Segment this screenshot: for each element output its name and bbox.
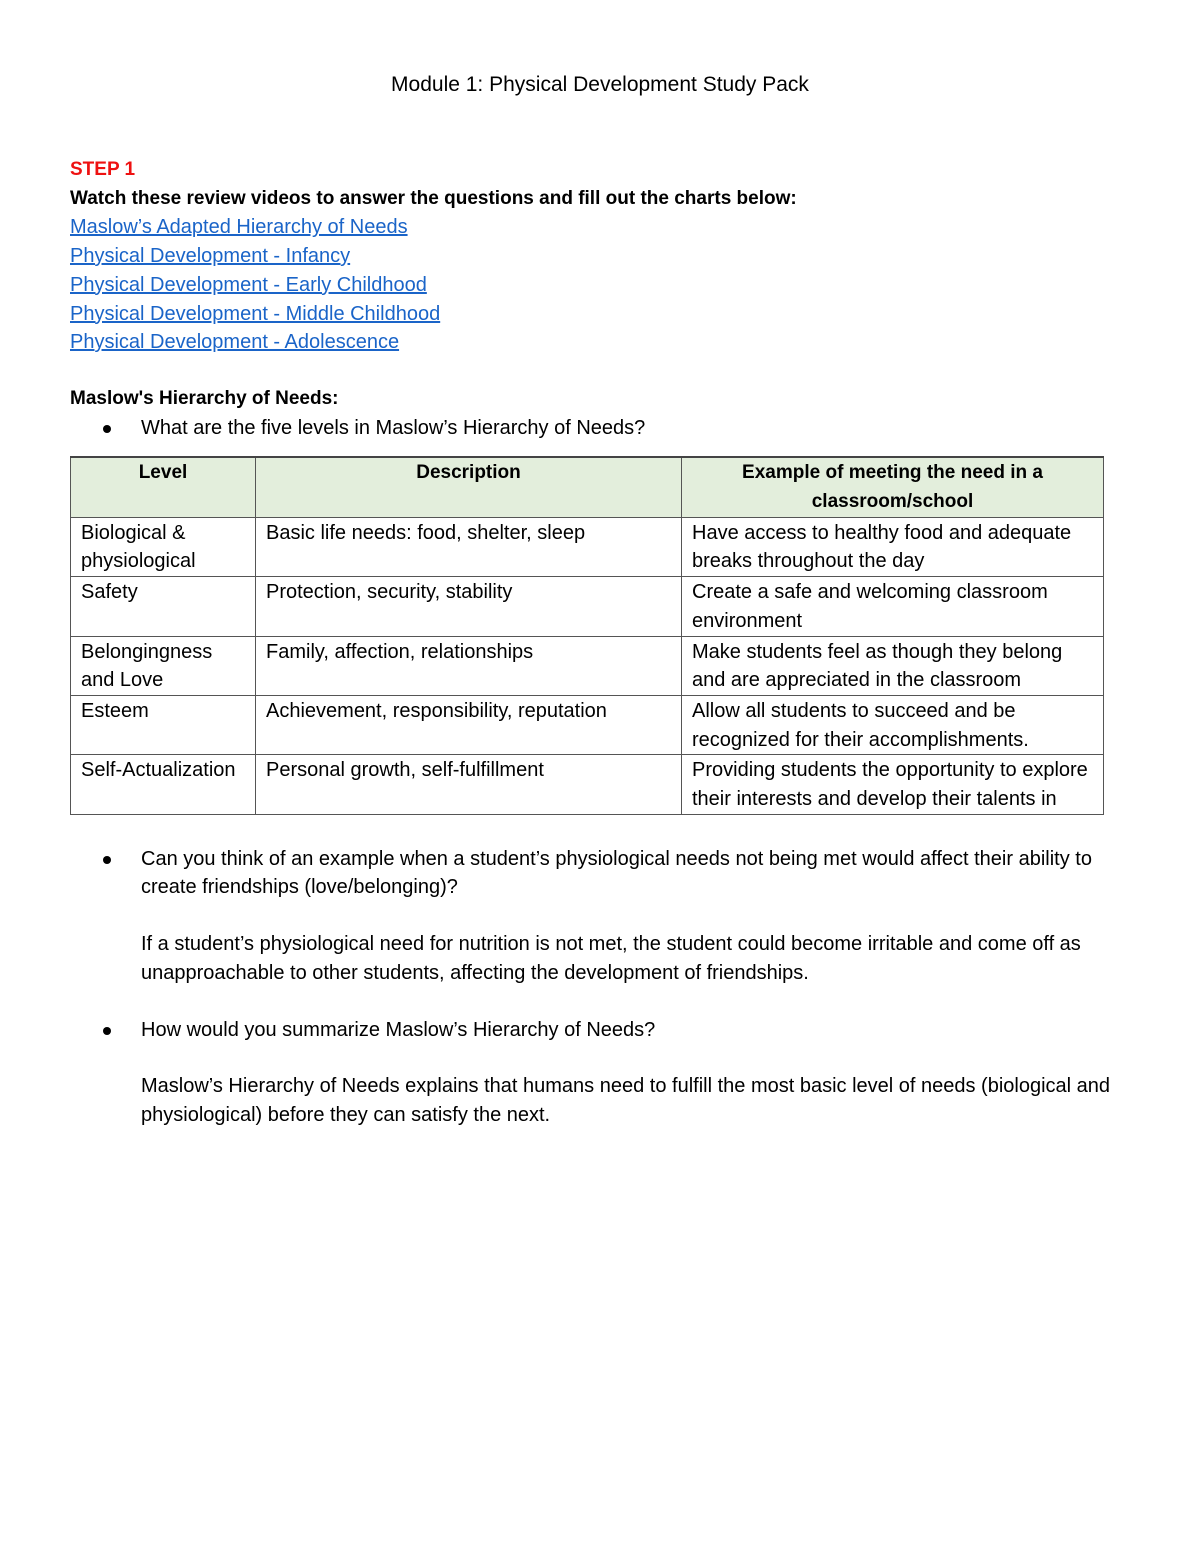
needs-table	[70, 456, 1104, 814]
table-header-row	[71, 457, 1104, 517]
document-body	[70, 156, 1130, 1130]
question-list-item	[70, 845, 1130, 902]
cell-level: Esteem	[71, 695, 256, 754]
cell-level: Biological & physiological	[71, 517, 256, 576]
cell-description: Protection, security, stability	[256, 577, 682, 636]
step-label: STEP 1	[70, 159, 136, 180]
cell-level: Safety	[71, 577, 256, 636]
spacer	[70, 988, 1130, 1016]
link-maslow-hierarchy[interactable]: Maslow’s Adapted Hierarchy of Needs	[70, 216, 408, 239]
answer-text: If a student’s physiological need for nutrition is not met, the student could become irritable and come off as unapproachable to other students, affecting the development of friendships.	[141, 933, 1081, 984]
link-infancy[interactable]: Physical Development - Infancy	[70, 245, 351, 268]
table-row	[71, 517, 1104, 576]
question-text: What are the five levels in Maslow’s Hierarchy of Needs?	[141, 416, 646, 439]
link-adolescence[interactable]: Physical Development - Adolescence	[70, 331, 400, 354]
cell-description: Achievement, responsibility, reputation	[256, 695, 682, 754]
bullet-icon	[103, 425, 111, 433]
link-early-childhood[interactable]: Physical Development - Early Childhood	[70, 273, 427, 296]
answer-text: Maslow’s Hierarchy of Needs explains that humans need to fulfill the most basic level of needs (biological and physiological) before they can satisfy the next.	[141, 1075, 1111, 1126]
page-title: Module 1: Physical Development Study Pack	[391, 73, 809, 96]
section-heading: Maslow's Hierarchy of Needs:	[70, 387, 339, 409]
question-text: Can you think of an example when a student’s physiological needs not being met would affect their ability to create friendships (love/belonging)?	[141, 847, 1092, 899]
bullet-icon	[103, 1027, 111, 1035]
header-description: Description	[256, 457, 682, 517]
header-example: Example of meeting the need in a classroom/school	[682, 457, 1104, 517]
cell-example: Allow all students to succeed and be recognized for their accomplishments.	[682, 695, 1104, 754]
cell-level: Belongingness and Love	[71, 636, 256, 695]
cell-example: Create a safe and welcoming classroom environment	[682, 577, 1104, 636]
table-row	[71, 636, 1104, 695]
link-middle-childhood[interactable]: Physical Development - Middle Childhood	[70, 302, 441, 325]
cell-description: Basic life needs: food, shelter, sleep	[256, 517, 682, 576]
cell-description: Personal growth, self-fulfillment	[256, 755, 682, 814]
instructions-text: Watch these review videos to answer the questions and fill out the charts below:	[70, 187, 797, 209]
table-row	[71, 577, 1104, 636]
question-list-item	[70, 414, 1130, 443]
question-list-item	[70, 1016, 1130, 1045]
spacer	[70, 815, 1130, 845]
table-row	[71, 755, 1104, 814]
cell-description: Family, affection, relationships	[256, 636, 682, 695]
header-level: Level	[71, 457, 256, 517]
cell-level: Self-Actualization	[71, 755, 256, 814]
cell-example: Make students feel as though they belong and are appreciated in the classroom	[682, 636, 1104, 695]
question-text: How would you summarize Maslow’s Hierarchy of Needs?	[141, 1018, 656, 1041]
video-links	[70, 213, 1130, 357]
cell-example: Providing students the opportunity to explore their interests and develop their talents in	[682, 755, 1104, 814]
bullet-icon	[103, 856, 111, 864]
cell-example: Have access to healthy food and adequate breaks throughout the day	[682, 517, 1104, 576]
spacer	[70, 357, 1130, 385]
table-row	[71, 695, 1104, 754]
spacer	[70, 1044, 1130, 1072]
spacer	[70, 902, 1130, 930]
